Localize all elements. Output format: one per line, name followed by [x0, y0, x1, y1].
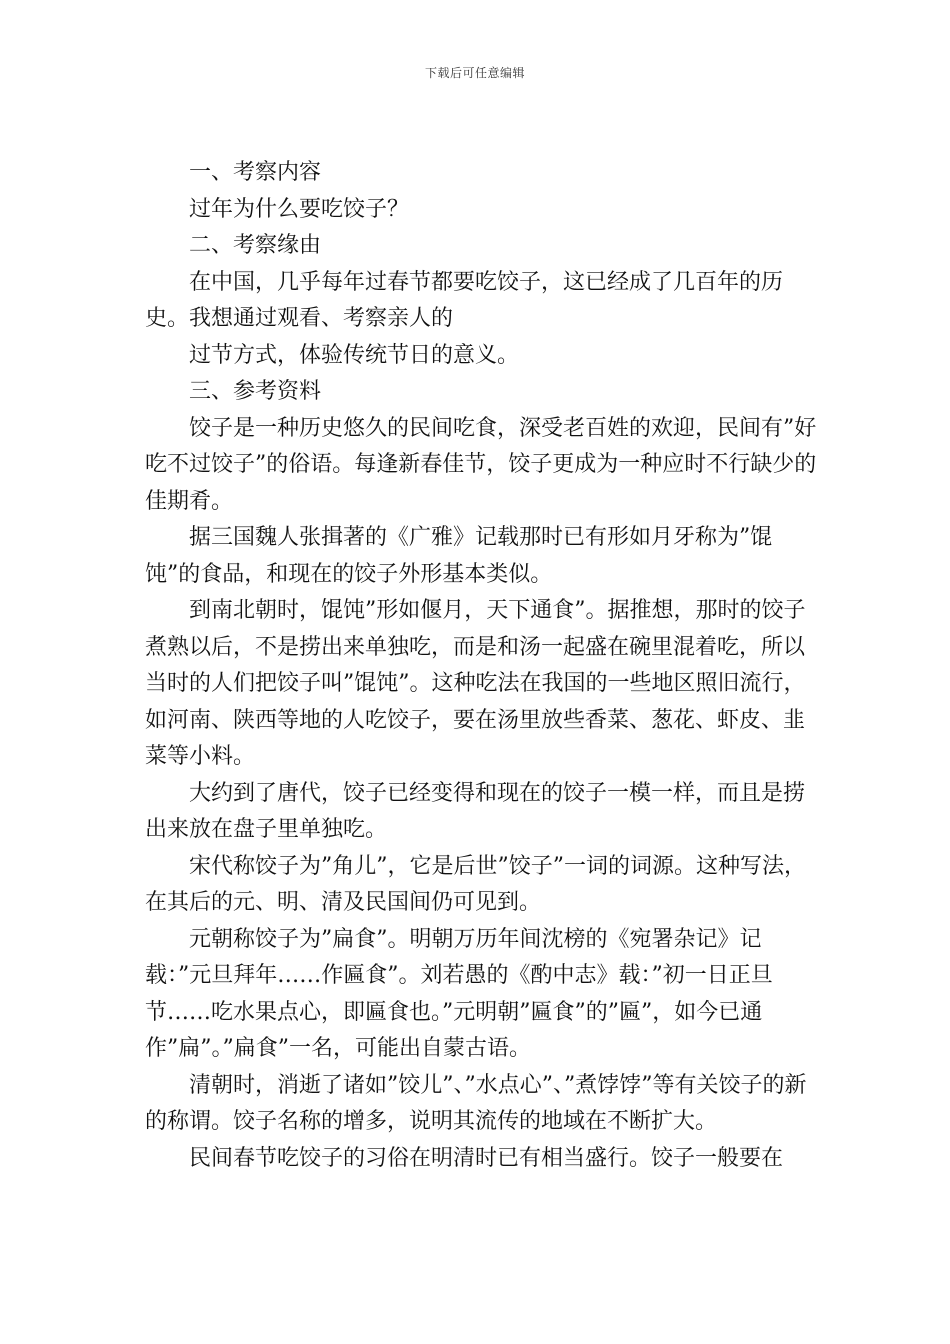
- paragraph: 民间春节吃饺子的习俗在明清时已有相当盛行。饺子一般要在: [189, 1145, 784, 1171]
- section-heading-reason: 二、考察缘由: [189, 233, 322, 258]
- document-body: [145, 155, 825, 1177]
- paragraph: 宋代称饺子为”角儿”，它是后世”饺子”一词的词源。这种写法，在其后的元、明、清及民国间仍可见到。: [145, 853, 806, 915]
- section-heading-content: 一、考察内容: [189, 160, 322, 185]
- research-question: 过年为什么要吃饺子？: [189, 196, 410, 222]
- page-header-note: 下载后可任意编辑: [424, 66, 525, 80]
- paragraph: 元朝称饺子为”扁食”。明朝万历年间沈榜的《宛署杂记》记载：”元旦拜年……作匾食”。刘若愚的《酌中志》载：”初一日正旦节……吃水果点心，即匾食也。”元明朝”匾食”的”匾”，如今已通作”扁”。”扁食”一名，可能出自蒙古语。: [145, 926, 773, 1061]
- paragraph: 到南北朝时，馄饨”形如偃月，天下通食”。据推想，那时的饺子煮熟以后，不是捞出来单独吃，而是和汤一起盛在碗里混着吃，所以当时的人们把饺子叫”馄饨”。这种吃法在我国的一些地区照旧流行，如河南、陕西等地的人吃饺子，要在汤里放些香菜、葱花、虾皮、韭菜等小料。: [145, 598, 806, 769]
- paragraph: 过节方式，体验传统节日的意义。: [189, 342, 520, 368]
- paragraph: 清朝时，消逝了诸如”饺儿”、”水点心”、”煮饽饽”等有关饺子的新的称谓。饺子名称的增多，说明其流传的地域在不断扩大。: [145, 1072, 807, 1134]
- section-heading-references: 三、参考资料: [189, 379, 322, 404]
- paragraph: 饺子是一种历史悠久的民间吃食，深受老百姓的欢迎，民间有”好吃不过饺子”的俗语。每逢新春佳节，饺子更成为一种应时不行缺少的佳期肴。: [145, 415, 817, 514]
- paragraph: 大约到了唐代，饺子已经变得和现在的饺子一模一样，而且是捞出来放在盘子里单独吃。: [145, 780, 806, 842]
- paragraph: 据三国魏人张揖著的《广雅》记载那时已有形如月牙称为”馄饨”的食品，和现在的饺子外形基本类似。: [145, 525, 773, 587]
- paragraph: 在中国，几乎每年过春节都要吃饺子，这已经成了几百年的历史。我想通过观看、考察亲人的: [145, 269, 784, 331]
